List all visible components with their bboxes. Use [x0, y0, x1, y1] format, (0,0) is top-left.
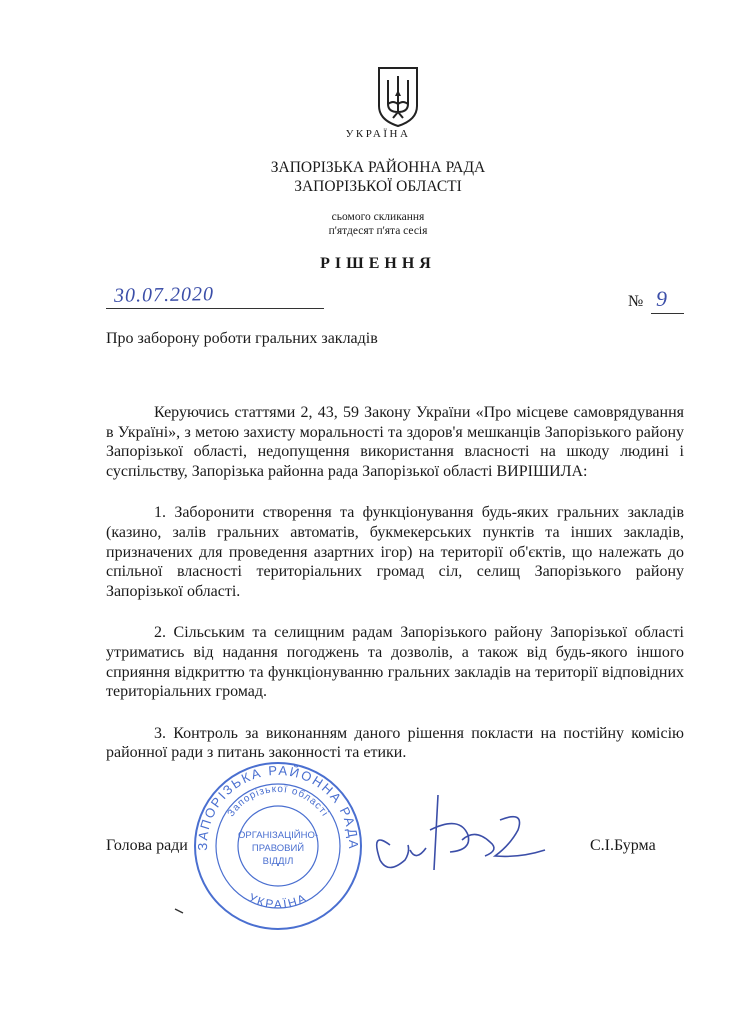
pen-mark	[174, 908, 184, 914]
item-2-paragraph: 2. Сільським та селищним радам Запорізького району Запорізької області утриматись від надання погоджень та дозволів, а також від будь-якого іншого сприяння відкриттю та функціонуванню гральних закладів на території відповідних територіальних громад.	[106, 624, 684, 701]
stamp-bottom-text: УКРАЇНА	[246, 890, 310, 912]
number-label: №	[628, 293, 644, 310]
signatory-name: С.І.Бурма	[590, 837, 656, 854]
session-text: п'ятдесят п'ята сесія	[328, 225, 428, 237]
official-stamp	[192, 760, 364, 932]
council-name	[0, 158, 734, 196]
date-underline	[106, 308, 324, 309]
stamp-outer-text: ЗАПОРІЗЬКА РАЙОННА РАДА	[194, 762, 362, 851]
council-line-1: ЗАПОРІЗЬКА РАЙОННА РАДА	[270, 159, 486, 176]
stamp-center-line-2: ПРАВОВИЙ	[251, 843, 305, 854]
stamp-center-line-3: ВІДДІЛ	[262, 856, 294, 867]
signatory-position: Голова ради	[106, 837, 188, 854]
stamp-center-line-1: ОРГАНІЗАЦІЙНО-	[237, 830, 319, 841]
number-underline	[651, 313, 684, 314]
country-heading: УКРАЇНА	[345, 128, 411, 140]
svg-text:УКРАЇНА	[246, 890, 310, 911]
decision-subject: Про заборону роботи гральних закладів	[106, 330, 378, 347]
convocation-text: сьомого скликання	[331, 211, 425, 223]
document-type-title: РІШЕННЯ	[320, 255, 436, 272]
svg-text:Запорізької області	[226, 784, 331, 819]
item-3-paragraph: 3. Контроль за виконанням даного рішення покласти на постійну комісію районної ради з питань законності та етики.	[106, 724, 684, 762]
trident-emblem-icon	[377, 66, 419, 128]
preamble-paragraph: Керуючись статтями 2, 43, 59 Закону України «Про місцеве самоврядування в Україні», з метою захисту моральності та здоров'я мешканців Запорізького району Запорізької області, недопущення використання власності на шкоду людині і суспільству, Запорізька районна рада Запорізької області ВИРІШИЛА:	[106, 404, 684, 480]
stamp-inner-text: Запорізької області	[225, 783, 331, 819]
council-line-2: ЗАПОРІЗЬКОЇ ОБЛАСТІ	[294, 178, 462, 195]
item-1-paragraph: 1. Заборонити створення та функціонування будь-яких гральних закладів (казино, залів гральних автоматів, букмекерських пунктів та інших закладів, призначених для проведення азартних ігор) на території об'єктів, що належать до спільної власності територіальних громад сіл, селищ Запорізького району Запорізької області.	[106, 504, 684, 600]
handwritten-signature	[350, 790, 550, 880]
handwritten-date: 30.07.2020	[113, 283, 215, 307]
decision-body	[106, 403, 684, 763]
handwritten-number: 9	[656, 286, 667, 311]
session-info	[0, 210, 734, 238]
